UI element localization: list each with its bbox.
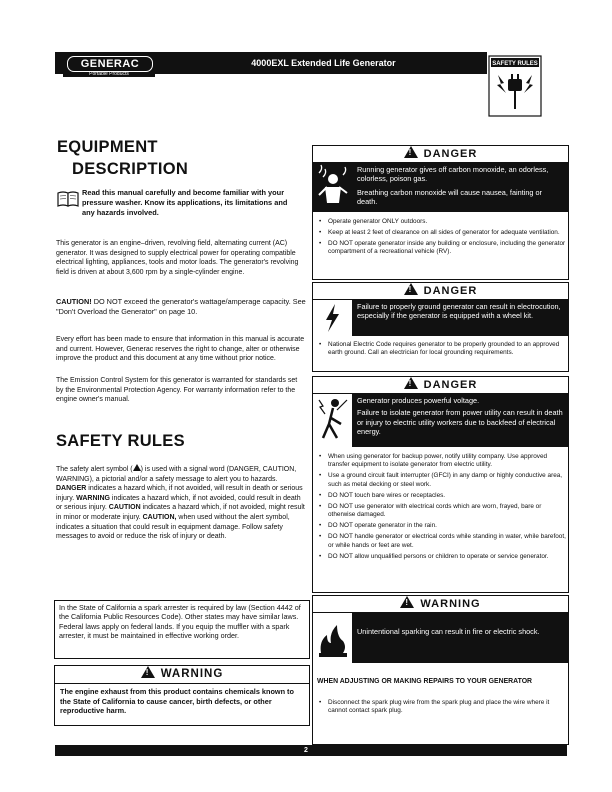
caution-paragraph	[56, 297, 306, 316]
fire-spark-icon	[313, 613, 353, 663]
co-danger-text-1: Running generator gives off carbon monoxide, an odorless, colorless, poison gas.	[357, 165, 549, 184]
logo-subtitle: Portable Products	[89, 71, 129, 77]
exhaust-warning-box	[54, 665, 310, 726]
voltage-danger-text-1: Generator produces powerful voltage.	[357, 396, 480, 405]
california-notice-text: In the State of California a spark arrester is required by law (Section 4442 of the California Public Resources Code). Other states may have similar laws. Federal laws apply on federal lands. If you equip the muffler with a spark arrester, it must be maintained in effective working order.	[59, 603, 301, 641]
emission-paragraph: The Emission Control System for this generator is warranted for standards set by the Environmental Protection Agency. For warranty information refer to the engine owner's manual.	[56, 377, 298, 404]
plug-lightning-icon	[488, 55, 542, 117]
safety-rules-heading: SAFETY RULES	[56, 432, 185, 450]
equipment-heading-line2: DESCRIPTION	[72, 160, 189, 178]
alert-triangle-icon	[141, 666, 155, 678]
sparking-warning-box	[312, 595, 569, 745]
danger-label: DANGER	[423, 148, 478, 160]
p5-part-f: when used without the alert symbol, indicates a situation that could result in equipment damage. Follow safety messages to avoid or reduce the risk of injury or death.	[56, 513, 290, 541]
alert-triangle-icon	[404, 146, 418, 158]
p5-part-c: indicates a hazard which, if not avoided, will result in death or serious injury.	[56, 485, 303, 502]
list-item: • DO NOT use generator with electrical cords which are worn, frayed, bare or otherwise damaged.	[319, 503, 566, 520]
p5-part-b: ) is used with a signal word (DANGER, CAUTION, WARNING), a pictorial and/or a safety message to alert you to hazards.	[56, 466, 297, 483]
alert-triangle-icon	[404, 283, 418, 295]
alert-triangle-icon	[404, 377, 418, 389]
exhaust-warning-text: The engine exhaust from this product contains chemicals known to the State of California to cause cancer, birth defects, or other reproductive harm.	[60, 687, 294, 715]
voltage-danger-box	[312, 376, 569, 593]
list-item: • Disconnect the spark plug wire from the spark plug and place the wire where it cannot contact spark plug.	[319, 699, 566, 716]
generac-logo	[63, 55, 155, 77]
repair-subheading: WHEN ADJUSTING OR MAKING REPAIRS TO YOUR GENERATOR	[317, 678, 533, 685]
equipment-heading-line1: EQUIPMENT	[57, 138, 158, 156]
logo-wordmark: GENERAC	[67, 56, 153, 72]
electrocution-icon	[313, 394, 353, 447]
co-danger-text-2: Breathing carbon monoxide will cause nausea, fainting or death.	[357, 187, 542, 207]
co-danger-list	[319, 218, 566, 260]
accuracy-paragraph: Every effort has been made to ensure that information in this manual is accurate and current. However, Generac reserves the right to change, alter or otherwise improve the product and this document at any time without prior notice.	[56, 336, 305, 363]
list-item: • Operate generator ONLY outdoors.	[319, 218, 566, 226]
list-item: • National Electric Code requires generator to be properly grounded to an approved earth ground. Call an electrician for local grounding requirements.	[319, 341, 566, 358]
alert-symbol-icon	[133, 464, 141, 471]
sparking-warning-statement: Unintentional sparking can result in fire or electric shock.	[353, 613, 568, 663]
p5-part-e: indicates a hazard which, if not avoided, might result in minor or moderate injury.	[56, 504, 305, 521]
grounding-danger-box	[312, 282, 569, 372]
danger-header	[313, 377, 568, 394]
p5-part-a: The safety alert symbol (	[56, 466, 133, 473]
warning-header	[313, 596, 568, 613]
description-paragraph: This generator is an engine–driven, revolving field, alternating current (AC) generator. It was designed to supply electrical power for operating compatible electrical lighting, appliances, tools and motor loads. The generator's revolving field is driven at about 3,600 rpm by a single-cylinder engine.	[56, 240, 299, 276]
document-title: 4000EXL Extended Life Generator	[251, 58, 396, 68]
warning-label: WARNING	[420, 598, 481, 610]
list-item: • DO NOT touch bare wires or receptacles.	[319, 492, 566, 500]
ground-danger-statement: Failure to properly ground generator can result in electrocution, especially if the generator is equipped with a wheel kit.	[353, 300, 568, 336]
alert-triangle-icon	[400, 596, 414, 608]
voltage-danger-statement	[353, 394, 568, 447]
p5-caution: CAUTION	[108, 504, 141, 512]
danger-header	[313, 146, 568, 163]
p5-caution-2: CAUTION,	[142, 513, 177, 521]
exhaust-warning-label: WARNING	[160, 668, 224, 680]
badge-label: SAFETY RULES	[492, 61, 538, 67]
p5-part-d: indicates a hazard which, if not avoided, could result in death or serious injury.	[56, 494, 301, 512]
list-item: • Keep at least 2 feet of clearance on all sides of generator for adequate ventilation.	[319, 229, 566, 237]
exhaust-warning-header	[55, 666, 309, 684]
caution-label: CAUTION!	[56, 297, 92, 306]
list-item: • DO NOT handle generator or electrical cords while standing in water, while barefoot, or while hands or feet are wet.	[319, 533, 566, 550]
lightning-bolt-icon	[313, 300, 353, 336]
list-item: • DO NOT allow unqualified persons or children to operate or service generator.	[319, 553, 566, 561]
california-notice-box	[54, 600, 310, 659]
list-item: • Use a ground circuit fault interrupter (GFCI) in any damp or highly conductive area, such as metal decking or steel work.	[319, 472, 566, 489]
signal-word-paragraph	[56, 464, 306, 542]
fumes-person-icon	[313, 163, 353, 212]
ground-danger-list	[319, 341, 566, 360]
danger-label: DANGER	[423, 285, 478, 297]
book-icon	[57, 190, 79, 208]
list-item: • DO NOT operate generator in the rain.	[319, 522, 566, 530]
voltage-danger-list	[319, 453, 566, 564]
p5-warning: WARNING	[76, 494, 110, 502]
read-manual-notice: Read this manual carefully and become familiar with your pressure washer. Know its applications, its limitations and any hazards involved.	[82, 188, 288, 217]
repair-list	[319, 699, 566, 718]
page-number: 2	[304, 747, 308, 754]
safety-rules-badge	[488, 55, 542, 117]
voltage-danger-text-2: Failure to isolate generator from power utility can result in death or injury to electric utility workers due to backfeed of electrical energy.	[357, 408, 563, 437]
danger-label: DANGER	[423, 379, 478, 391]
danger-header	[313, 283, 568, 300]
p5-danger: DANGER	[56, 485, 87, 493]
co-danger-statement	[353, 163, 568, 212]
caution-text: DO NOT exceed the generator's wattage/amperage capacity. See "Don't Overload the Generator" on page 10.	[56, 297, 306, 316]
list-item: • DO NOT operate generator inside any building or enclosure, including the generator compartment of a recreational vehicle (RV).	[319, 240, 566, 257]
carbon-monoxide-danger-box	[312, 145, 569, 280]
list-item: • When using generator for backup power, notify utility company. Use approved transfer equipment to isolate generator from electric utility.	[319, 453, 566, 470]
